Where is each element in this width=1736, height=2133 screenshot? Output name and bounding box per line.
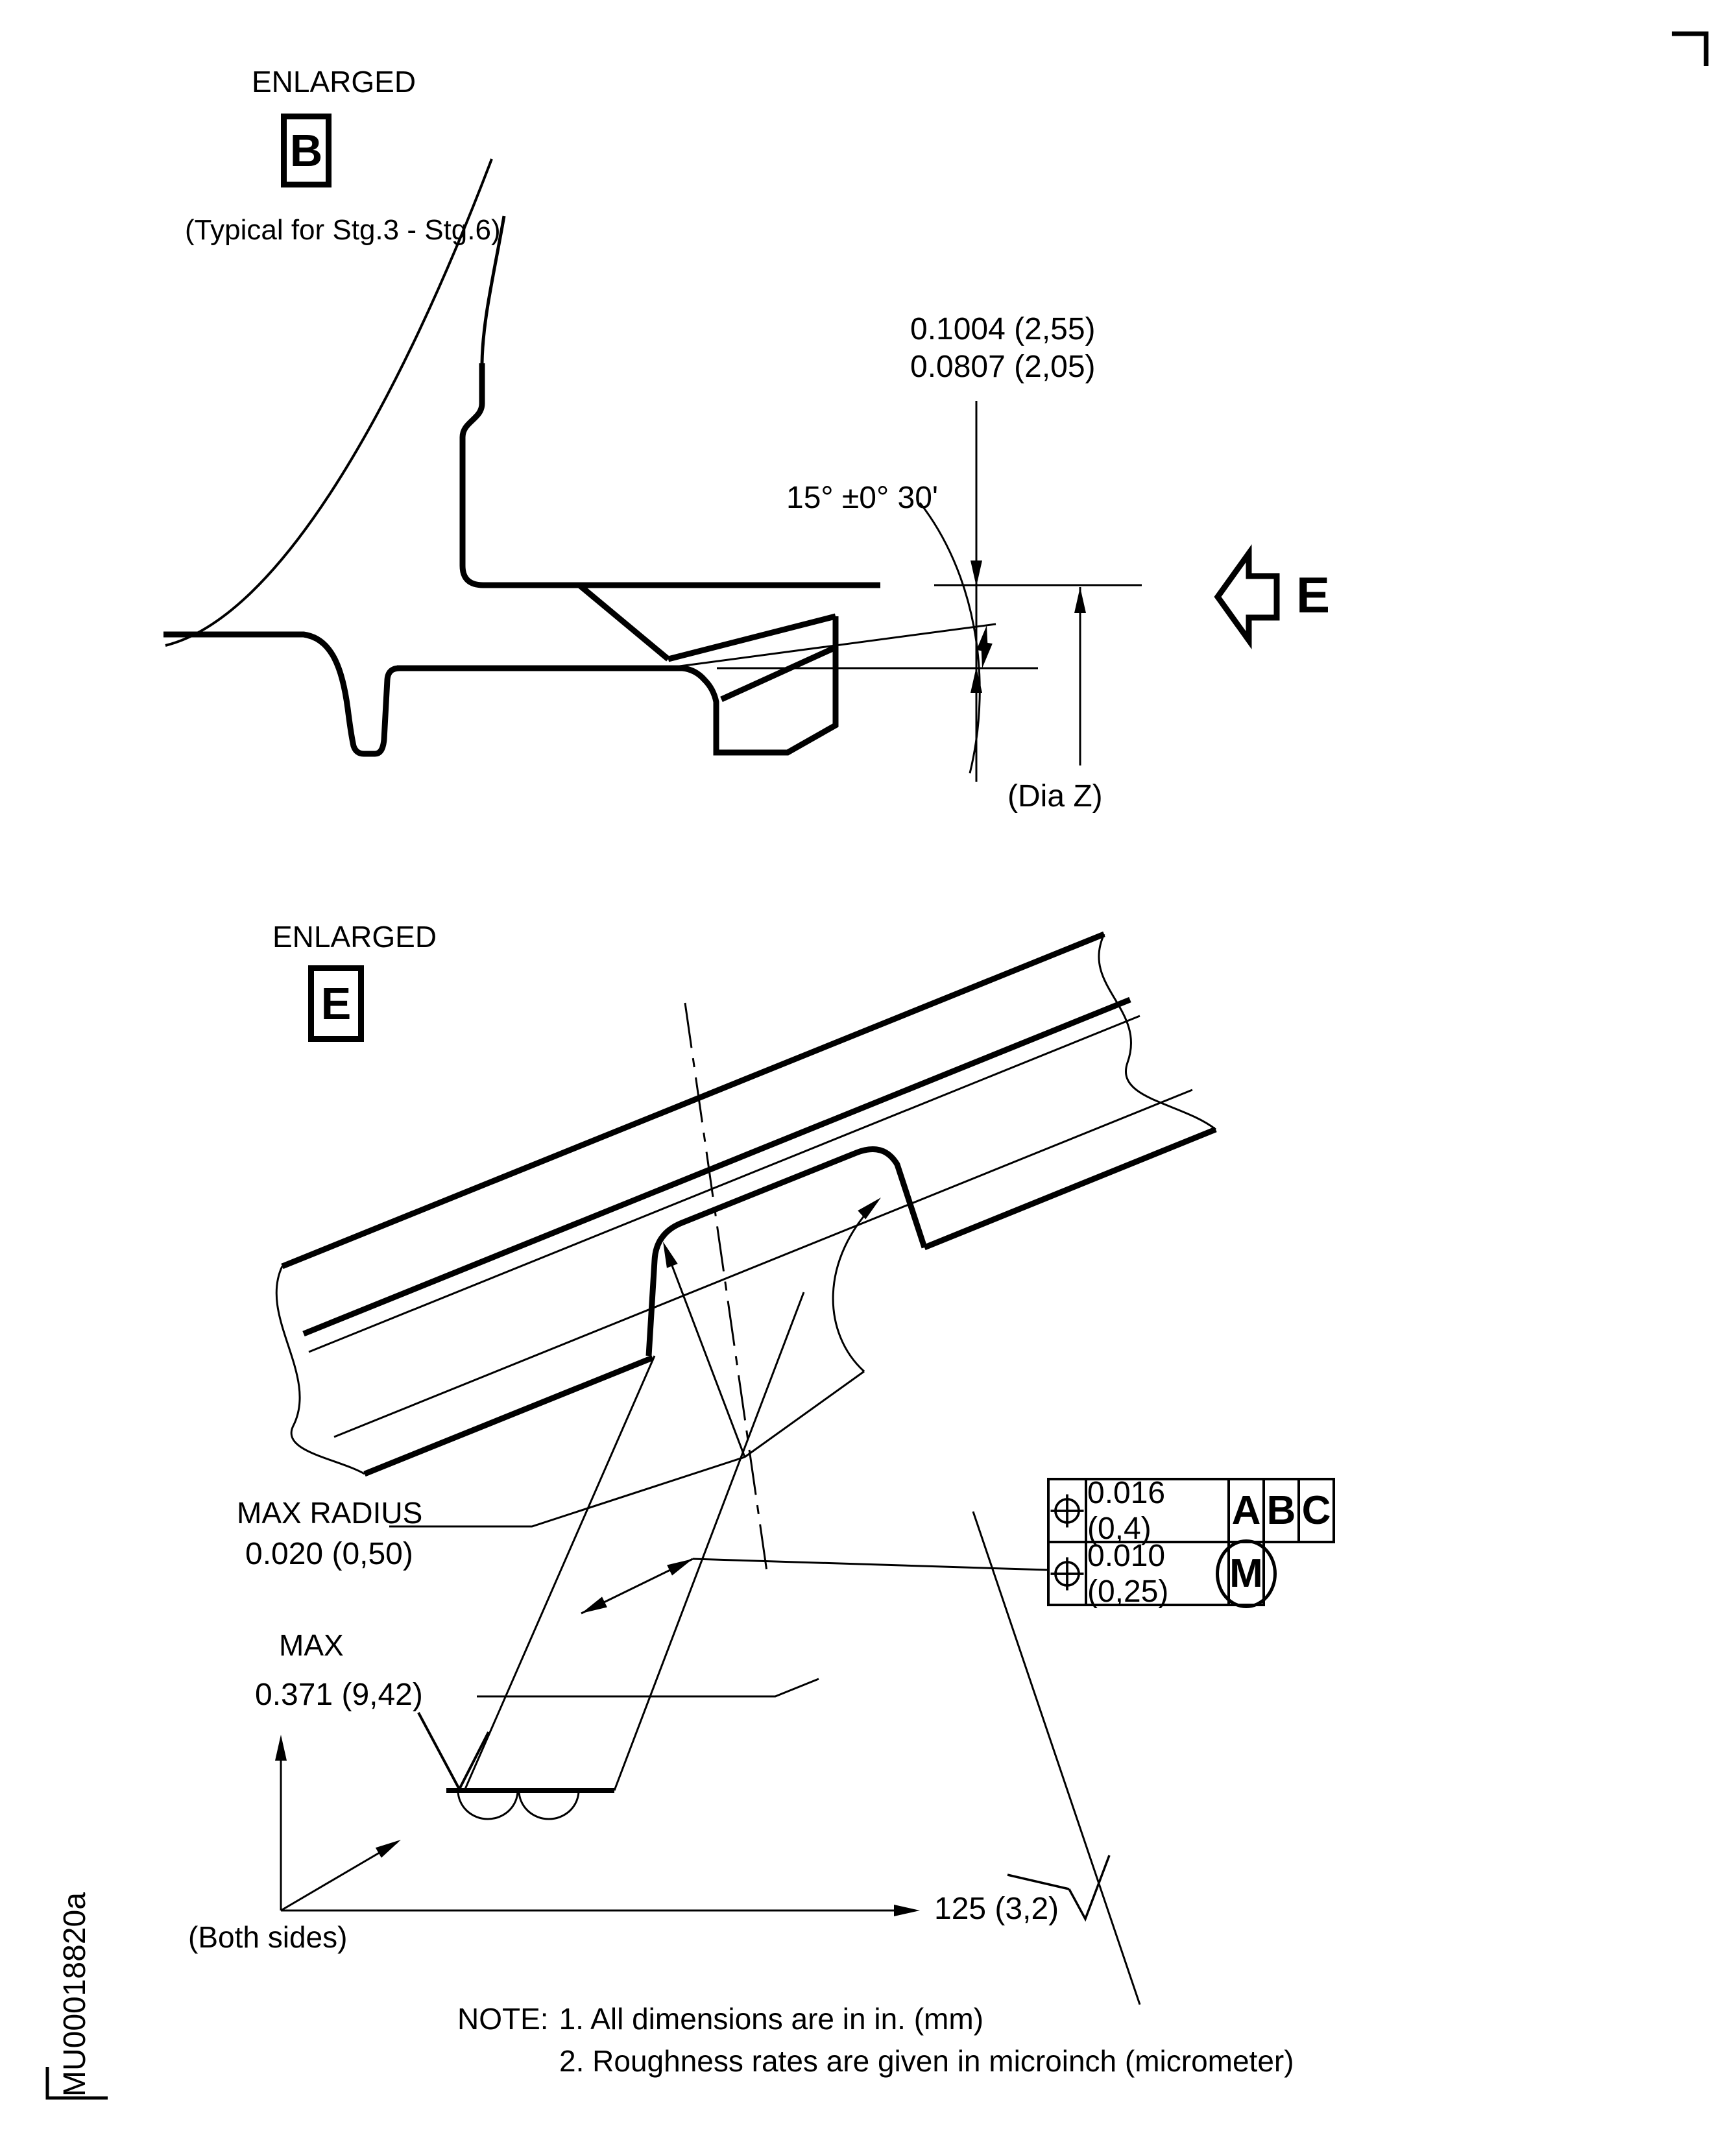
roughness-value: 125 (3,2) (934, 1892, 1059, 1926)
max-radius-label: MAX RADIUS (237, 1496, 423, 1530)
fcf-row-2 (1047, 1538, 1335, 1609)
view-e-title: ENLARGED (272, 920, 437, 954)
fcf-datum-c: C (1297, 1478, 1335, 1543)
fcf-datum-b: B (1262, 1478, 1300, 1543)
note-item-1: 1. All dimensions are in in. (mm) (559, 2002, 984, 2036)
view-direction-arrow-icon (1218, 553, 1277, 640)
view-b-subtitle: (Typical for Stg.3 - Stg.6) (185, 214, 501, 246)
both-sides-label: (Both sides) (188, 1920, 348, 1954)
view-e-detail-letter: E (320, 978, 352, 1029)
figure-id: MU00018820a (58, 1892, 92, 2097)
note-prefix: NOTE: (457, 2002, 549, 2036)
view-e-detail-box (308, 965, 364, 1042)
note-item-2: 2. Roughness rates are given in microinch (micrometer) (559, 2044, 1294, 2078)
fcf-tolerance-value-2: 0.010 (0,25) (1085, 1541, 1230, 1606)
fcf-tolerance-value-1: 0.016 (0,4) (1085, 1478, 1230, 1543)
view-e-linework (275, 934, 1216, 2005)
material-condition-modifier: M (1216, 1539, 1277, 1608)
position-tolerance-icon (1047, 1478, 1087, 1543)
max-label: MAX (279, 1628, 344, 1662)
view-b-detail-letter: B (289, 125, 323, 176)
dim-lower: 0.0807 (2,05) (910, 350, 1096, 384)
note-line-2 (559, 2043, 1294, 2079)
view-b-arrowheads (970, 560, 1086, 693)
page-corner-marks (47, 34, 1706, 2098)
angle-dimension: 15° ±0° 30' (786, 481, 939, 515)
position-tolerance-icon (1047, 1541, 1087, 1606)
fcf-datum-a: A (1227, 1478, 1265, 1543)
roughness-check-icon (1007, 1875, 1069, 1889)
max-radius-value: 0.020 (0,50) (245, 1537, 413, 1571)
fcf-row-1 (1047, 1475, 1335, 1546)
surface-finish-icon (418, 1713, 488, 1789)
view-b-detail-box (281, 114, 332, 187)
view-direction-label: E (1296, 566, 1331, 623)
view-b-title: ENLARGED (252, 65, 416, 99)
dia-z-label: (Dia Z) (1007, 779, 1103, 813)
fcf-modifier-cell (1227, 1541, 1265, 1606)
view-b-linework (163, 159, 1277, 782)
feature-control-frame (1047, 1475, 1335, 1609)
note-line-1 (457, 2001, 983, 2036)
max-value: 0.371 (9,42) (255, 1678, 423, 1712)
dim-upper: 0.1004 (2,55) (910, 312, 1096, 346)
